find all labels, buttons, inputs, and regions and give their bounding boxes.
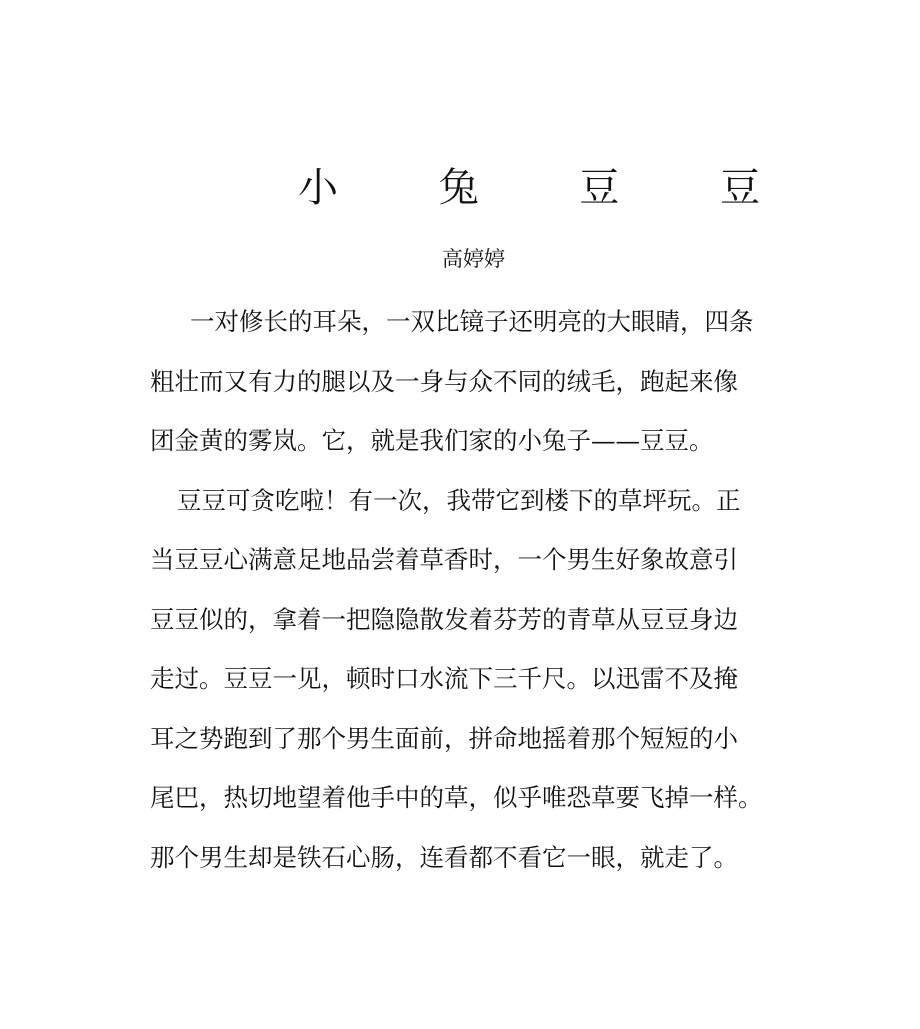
text-line: 当豆豆心满意足地品尝着草香时，一个男生好象故意引 xyxy=(150,545,738,574)
text-line: 一对修长的耳朵，一双比镜子还明亮的大眼睛，四条 xyxy=(190,307,754,336)
text-line: 尾巴，热切地望着他手中的草，似乎唯恐草要飞掉一样。 xyxy=(150,783,763,812)
text-line: 粗壮而又有力的腿以及一身与众不同的绒毛，跑起来像 xyxy=(150,366,738,396)
text-line: 走过。豆豆一见，顿时口水流下三千尺。以迅雷不及掩 xyxy=(150,664,738,693)
text-line: 豆豆似的，拿着一把隐隐散发着芬芳的青草从豆豆身边 xyxy=(150,604,738,634)
text-line: 团金黄的雾岚。它，就是我们家的小兔子——豆豆。 xyxy=(150,426,714,455)
document-author: 高婷婷 xyxy=(442,247,505,271)
document-title: 小 兔 豆 豆 xyxy=(298,165,805,211)
text-line: 耳之势跑到了那个男生面前，拼命地摇着那个短短的小 xyxy=(150,723,738,753)
text-line: 豆豆可贪吃啦！有一次，我带它到楼下的草坪玩。正 xyxy=(177,485,741,515)
document-body xyxy=(150,300,810,895)
text-line: 那个男生却是铁石心肠，连看都不看它一眼，就走了。 xyxy=(150,842,738,872)
